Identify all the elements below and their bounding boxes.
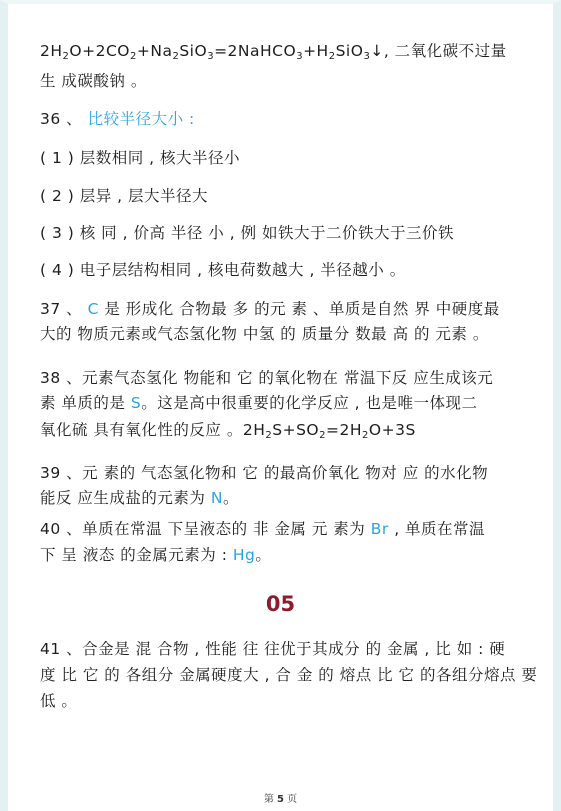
page-number: 5 <box>277 794 284 805</box>
list-item: ( 2 ) 层异 , 层大半径大 <box>40 187 209 205</box>
highlight-element: Br <box>370 520 389 538</box>
text-line: 氧化硫 具有氧化性的反应 。$2H_2S+SO_2=2H_2O+3S$ <box>40 421 416 441</box>
highlight-element: N <box>210 489 223 507</box>
section-title: 05 <box>265 592 296 616</box>
highlight-element: C <box>87 300 99 318</box>
list-item: ( 1 ) 层数相同 , 核大半径小 <box>40 149 241 167</box>
heading-label: 比较半径大小 : <box>87 110 195 128</box>
item-36-heading: 36 、 比较半径大小 : <box>40 110 195 128</box>
text-line: 能反 应生成盐的元素为 N。 <box>40 489 239 507</box>
highlight-element: S <box>130 394 142 412</box>
text-line: 大的 物质元素或气态氢化物 中氢 的 质量分 数最 高 的 元素 。 <box>40 325 489 343</box>
item-39: 39 、元 素的 气态氢化物和 它 的最高价氧化 物对 应 的水化物 <box>40 464 489 482</box>
highlight-element: Hg <box>232 546 256 564</box>
text-line: 低 。 <box>40 692 78 710</box>
text-line: 度 比 它 的 各组分 金属硬度大 , 合 金 的 熔点 比 它 的各组分熔点 要 <box>40 666 538 684</box>
list-item: ( 4 ) 电子层结构相同 , 核电荷数越大 , 半径越小 。 <box>40 261 406 279</box>
item-38: 38 、元素气态氢化 物能和 它 的氧化物在 常温下反 应生成该元 <box>40 369 494 387</box>
text-line: 生 成碳酸钠 。 <box>40 72 147 90</box>
item-37: 37 、 C 是 形成化 合物最 多 的元 素 、单质是自然 界 中硬度最 <box>40 300 500 318</box>
equation-line: $2H_2O+2CO_2+Na_2SiO_3=2NaHCO_3+H_2SiO_3↓$, 二氧化碳不过量 <box>40 42 507 62</box>
text-line: 下 呈 液态 的金属元素为 : Hg。 <box>40 546 272 564</box>
text-line: 素 单质的是 S。这是高中很重要的化学反应 , 也是唯一体现二 <box>40 394 478 412</box>
item-40: 40 、单质在常温 下呈液态的 非 金属 元 素为 Br , 单质在常温 <box>40 520 486 538</box>
list-item: ( 3 ) 核 同 , 价高 半径 小 , 例 如铁大于二价铁大于三价铁 <box>40 224 455 242</box>
item-41: 41 、合金是 混 合物 , 性能 往 往优于其成分 的 金属 , 比 如 : 硬 <box>40 640 506 658</box>
page-footer: 第 5 页 <box>263 794 298 805</box>
